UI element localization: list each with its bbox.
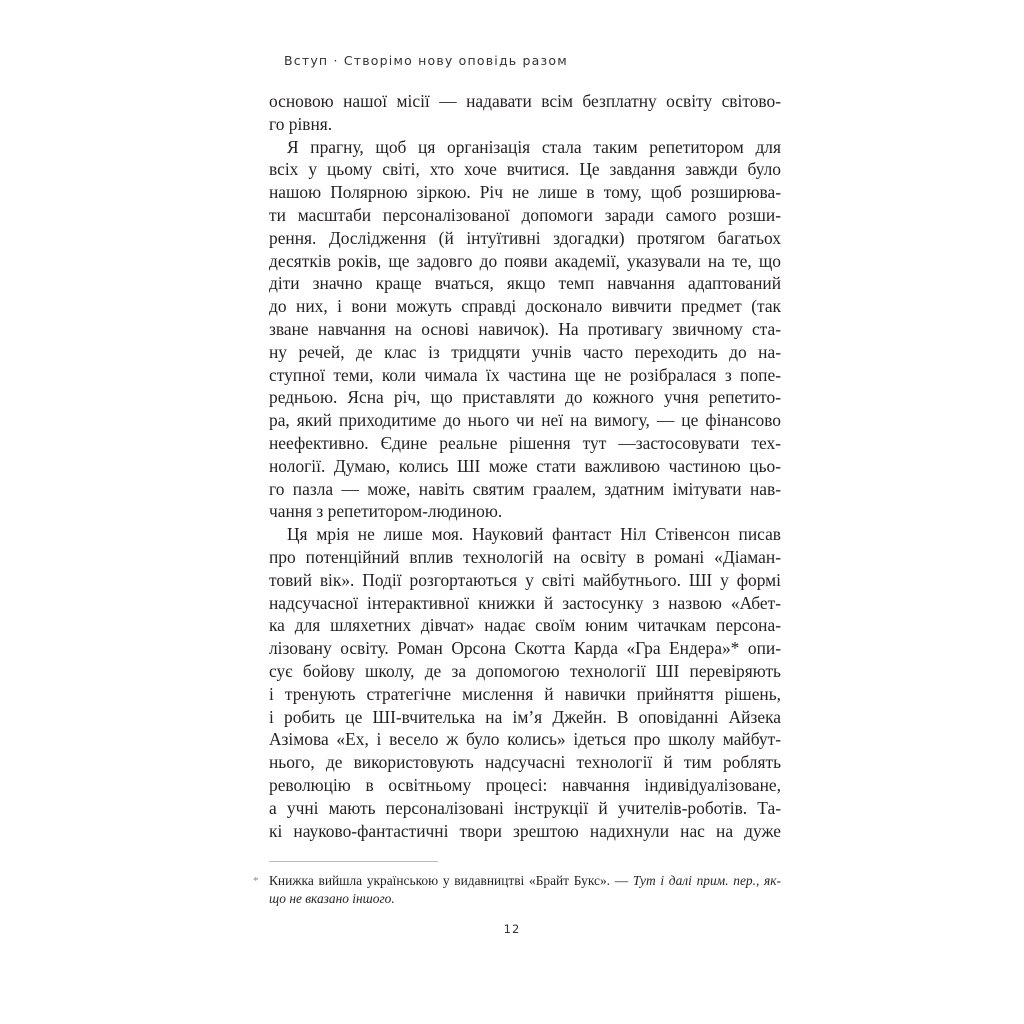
- text-line: чання з репетитором-людиною.: [269, 501, 503, 522]
- text-line: неефективно. Єдине реальне рішення тут —застосовувати тех-: [269, 432, 781, 453]
- text-line: і робить це ШІ-вчителька на ім’я Джейн. В оповіданні Айзека: [269, 706, 781, 727]
- footnote-text: Книжка вийшла українською у видавництві «Брайт Букс». —: [269, 873, 629, 888]
- text-line: десятків років, ще задовго до появи академії, указували на те, що: [269, 250, 781, 271]
- text-line: нології. Думаю, колись ШІ може стати важливою частиною цьо-: [269, 455, 781, 476]
- text-line: надсучасної інтерактивної книжки й застосунку з назвою «Абет-: [269, 592, 781, 613]
- paragraph: [269, 523, 781, 842]
- paragraph: [269, 136, 781, 524]
- footnote-divider: [269, 861, 438, 862]
- text-line: до них, і вони можуть справді досконало вивчити предмет (так: [269, 296, 781, 317]
- text-line: ну речей, де клас із тридцяти учнів часто переходить до на-: [269, 341, 781, 362]
- text-line: ти масштаби персоналізованої допомоги заради самого розши-: [269, 204, 781, 225]
- text-line: про потенційний вплив технологій на освіту в романі «Діаман-: [269, 546, 781, 567]
- body-text: [269, 90, 781, 842]
- text-line: товий вік». Події розгортаються у світі майбутнього. ШІ у формі: [269, 569, 781, 590]
- text-line: ра, який приходитиме до нього чи неї на вимогу, — це фінансово: [269, 410, 781, 431]
- text-line: а учні мають персоналізовані інструкції й учителів-роботів. Та-: [269, 797, 781, 818]
- text-line: нашою Полярною зіркою. Річ не лише в тому, щоб розширюва-: [269, 182, 781, 203]
- footnote-italic: що не вказано іншого.: [269, 891, 395, 906]
- text-line: лізовану освіту. Роман Орсона Скотта Карда «Гра Ендера»* опи-: [269, 638, 781, 659]
- text-line: го пазла — може, навіть святим граалем, здатним імітувати нав-: [269, 478, 781, 499]
- text-line: редньою. Ясна річ, що приставляти до кожного учня репетито-: [269, 387, 781, 408]
- text-line: Ця мрія не лише моя. Науковий фантаст Ніл Стівенсон писав: [287, 524, 781, 545]
- page-number: 12: [503, 922, 521, 936]
- footnote-marker: *: [253, 875, 259, 887]
- text-line: рення. Дослідження (й інтуїтивні здогадки) протягом багатьох: [269, 227, 781, 248]
- footnote-italic: Тут і далі прим. пер., як-: [632, 873, 782, 888]
- text-line: сує бойову школу, де за допомогою технології ШІ перевіряють: [269, 660, 781, 681]
- text-line: нього, де використовують надсучасні технології й тим роблять: [269, 752, 781, 773]
- paragraph: [269, 90, 781, 136]
- text-line: ступної теми, коли чимала їх частина ще не розібралася з попе-: [269, 364, 781, 385]
- footnote: [253, 872, 782, 908]
- running-header: Вступ · Створімо нову оповідь разом: [284, 53, 568, 68]
- text-line: Азімова «Ех, і весело ж було колись» ідеться про школу майбут-: [269, 729, 781, 750]
- text-line: кі науково-фантастичні твори зрештою надихнули нас на дуже: [269, 820, 781, 841]
- text-line: діти значно краще вчаться, якщо темп навчання адаптований: [269, 273, 781, 294]
- text-line: ка для шляхетних дівчат» надає своїм юним читачкам персона-: [269, 615, 781, 636]
- text-line: всіх у цьому світі, хто хоче вчитися. Це завдання завжди було: [269, 159, 781, 180]
- text-line: го рівня.: [269, 113, 333, 134]
- footnote-line: [269, 890, 781, 908]
- text-line: зване навчання на основі навичок). На противагу звичному ста-: [269, 318, 781, 339]
- text-line: революцію в освітньому процесі: навчання індивідуалізоване,: [269, 774, 781, 795]
- text-line: і тренують стратегічне мислення й навички прийняття рішень,: [269, 683, 781, 704]
- text-line: Я прагну, щоб ця організація стала таким репетитором для: [287, 136, 781, 157]
- footnote-line: [269, 872, 781, 890]
- text-line: основою нашої місії — надавати всім безплатну освіту світово-: [269, 91, 781, 111]
